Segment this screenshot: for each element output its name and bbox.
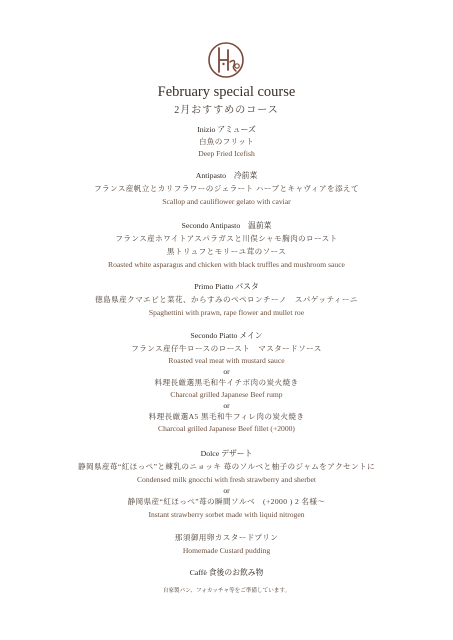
course-item-en: Homemade Custard pudding (182, 546, 271, 555)
course-item-jp: 白魚のフリット (198, 137, 255, 146)
course-item-jp: フランス産仔牛ロースのロースト マスタードソース (131, 344, 322, 353)
course-heading-primo: Primo Piatto パスタ (194, 282, 259, 291)
course-heading-secondo-antipasto: Secondo Antipasto 温前菜 (181, 221, 272, 230)
course-item-en: Condensed milk gnocchi with fresh strawberry and sherbet (136, 475, 317, 484)
course-item-en: Spaghettini with prawn, rape flower and mullet roe (148, 308, 305, 317)
page-subtitle: 2月おすすめのコース (174, 105, 279, 116)
course-item-en: Deep Fried Icefish (198, 149, 255, 158)
course-heading-antipasto: Antipasto 冷前菜 (195, 171, 258, 180)
course-item-jp: 那須御用卵カスタードプリン (174, 533, 279, 542)
course-item-jp: 静岡県産“紅ほっぺ”苺の瞬間ソルベ (+2000 ) 2 名様～ (127, 497, 326, 506)
course-item-jp: 料理長厳選黒毛和牛イチボ肉の炭火焼き (154, 378, 299, 387)
course-heading-caffe: Caffè 食後のお飲み物 (189, 568, 264, 577)
course-heading-secondo: Secondo Piatto メイン (190, 331, 263, 340)
course-item-en: Instant strawberry sorbet made with liquid nitrogen (148, 510, 305, 519)
or-divider: or (223, 367, 230, 376)
course-item-en: Roasted white asparagus and chicken with black truffles and mushroom sauce (108, 260, 345, 269)
course-heading-inizio: Inizio アミューズ (197, 125, 256, 134)
course-item-jp: 静岡県産苺“紅ほっぺ”と練乳のニョッキ 苺のソルベと柚子のジャムをアクセントに (77, 462, 376, 471)
footer-note: 自家製パン、フォカッチャ等をご準備しています。 (162, 588, 291, 594)
course-item-jp: 料理長厳選A5 黒毛和牛フィレ肉の炭火焼き (148, 412, 305, 421)
or-divider: or (223, 401, 230, 410)
course-item-jp: 徳島県産クマエビと菜花、からすみのペペロンチーノ スパゲッティーニ (95, 295, 358, 304)
page-title: February special course (157, 84, 296, 100)
course-item-jp: フランス産ホワイトアスパラガスと川俣シャモ胸肉のロースト (115, 234, 338, 243)
course-item-en: Charcoal grilled Japanese Beef fillet (+2000) (158, 424, 295, 433)
course-heading-dolce: Dolce デザート (200, 449, 253, 458)
course-item-jp: フランス産帆立とカリフラワーのジェラート ハーブとキャヴィアを添えて (94, 184, 359, 193)
course-item-en: Charcoal grilled Japanese Beef rump (170, 390, 283, 399)
course-item-jp: 黒トリュフとモリーユ茸のソース (166, 247, 287, 256)
monogram-logo-icon (206, 40, 246, 80)
course-item-en: Roasted veal meat with mustard sauce (168, 356, 285, 365)
or-divider: or (223, 486, 230, 495)
course-item-en: Scallop and cauliflower gelato with caviar (162, 197, 291, 206)
